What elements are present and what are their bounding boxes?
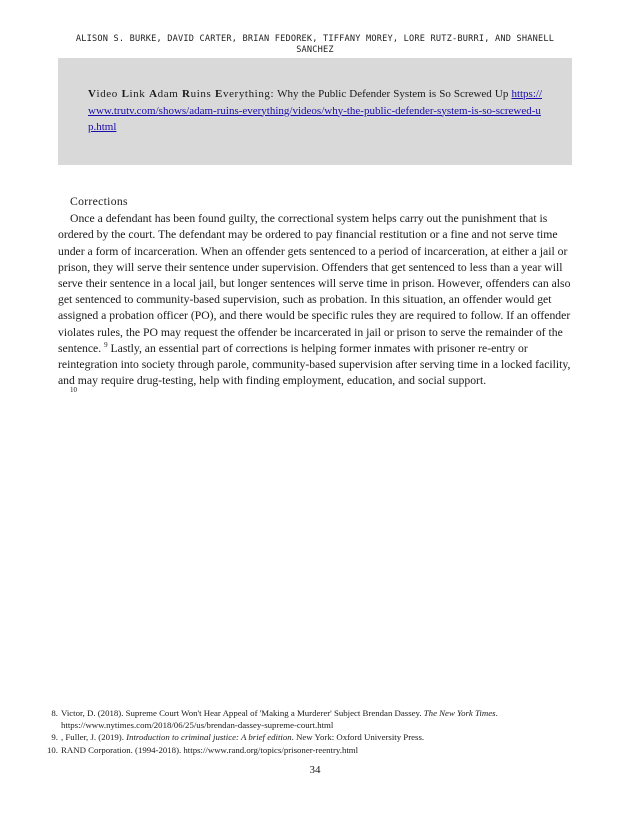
- video-title: Why the Public Defender System is So Screwed Up: [277, 88, 509, 100]
- video-link-box: [58, 58, 572, 165]
- footnote-italic: The New York Times: [423, 708, 496, 718]
- page-number: 34: [309, 764, 321, 776]
- corrections-section: [58, 194, 572, 394]
- footnote-ref-10[interactable]: 10: [70, 386, 77, 395]
- footnote-text: Victor, D. (2018). Supreme Court Won't Hear Appeal of 'Making a Murderer' Subject Brendan Dassey. The New York Times. https://www.nytimes.com/2018/06/25/us/brendan-dassey-supreme-court.html: [61, 708, 498, 731]
- video-link-label: Video Link Adam Ruins Everything:: [88, 88, 275, 100]
- footnote-9: [44, 731, 572, 743]
- section-heading: Corrections: [70, 195, 128, 208]
- section-body: [58, 211, 572, 394]
- header-authors-line-1: ALISON S. BURKE, DAVID CARTER, BRIAN FEDOREK, TIFFANY MOREY, LORE RUTZ-BURRI, AND SHANELL: [75, 34, 555, 44]
- footnote-10: [44, 744, 572, 756]
- footnote-text: RAND Corporation. (1994-2018). https://www.rand.org/topics/prisoner-reentry.html: [61, 744, 359, 755]
- footnote-8: [44, 707, 572, 731]
- footnote-number: 10.: [47, 744, 58, 755]
- body-text-part-1: Once a defendant has been found guilty, the correctional system helps carry out the punishment that is ordered by the court. The defendant may be ordered to pay financial restitution or a fine and not serve time under a form of incarceration. When an offender gets sentenced to a period of incarceration, at either a jail or prison, they will serve their sentence under supervision. Offenders that get sentenced to less than a year will serve their sentence in a local jail, but longer sentences will serve time in prison. However, offenders can also get sentenced to community-based supervision, such as probation. In this situation, an offender would get assigned a probation officer (PO), and there would be specific rules they are required to follow. If an offender violates rules, the PO may request the offender be incarcerated in jail or prison to serve the remainder of the sentence.: [58, 212, 571, 355]
- footnotes: [44, 707, 572, 756]
- footnote-italic: Introduction to criminal justice: A brief edition: [126, 732, 292, 743]
- footnote-number: 9.: [51, 732, 58, 743]
- running-header: [60, 34, 570, 56]
- footnote-number: 8.: [51, 708, 58, 718]
- body-text-part-2: Lastly, an essential part of corrections is helping former inmates with prisoner re-entry or reintegration into society through parole, community-based supervision after serving time in a locked facility, and may require drug-testing, help with finding employment, education, and social support.: [58, 341, 571, 388]
- footnote-text: , Fuller, J. (2019). Introduction to criminal justice: A brief edition. New York: Oxford University Press.: [61, 732, 425, 743]
- video-url-link[interactable]: https://www.trutv.com/shows/adam-ruins-everything/videos/why-the-public-defender-system-is-so-screwed-up.html: [88, 88, 542, 133]
- header-authors-line-2: SANCHEZ: [296, 45, 334, 55]
- footnote-ref-9[interactable]: 9: [104, 340, 108, 349]
- video-link-text: [88, 86, 542, 136]
